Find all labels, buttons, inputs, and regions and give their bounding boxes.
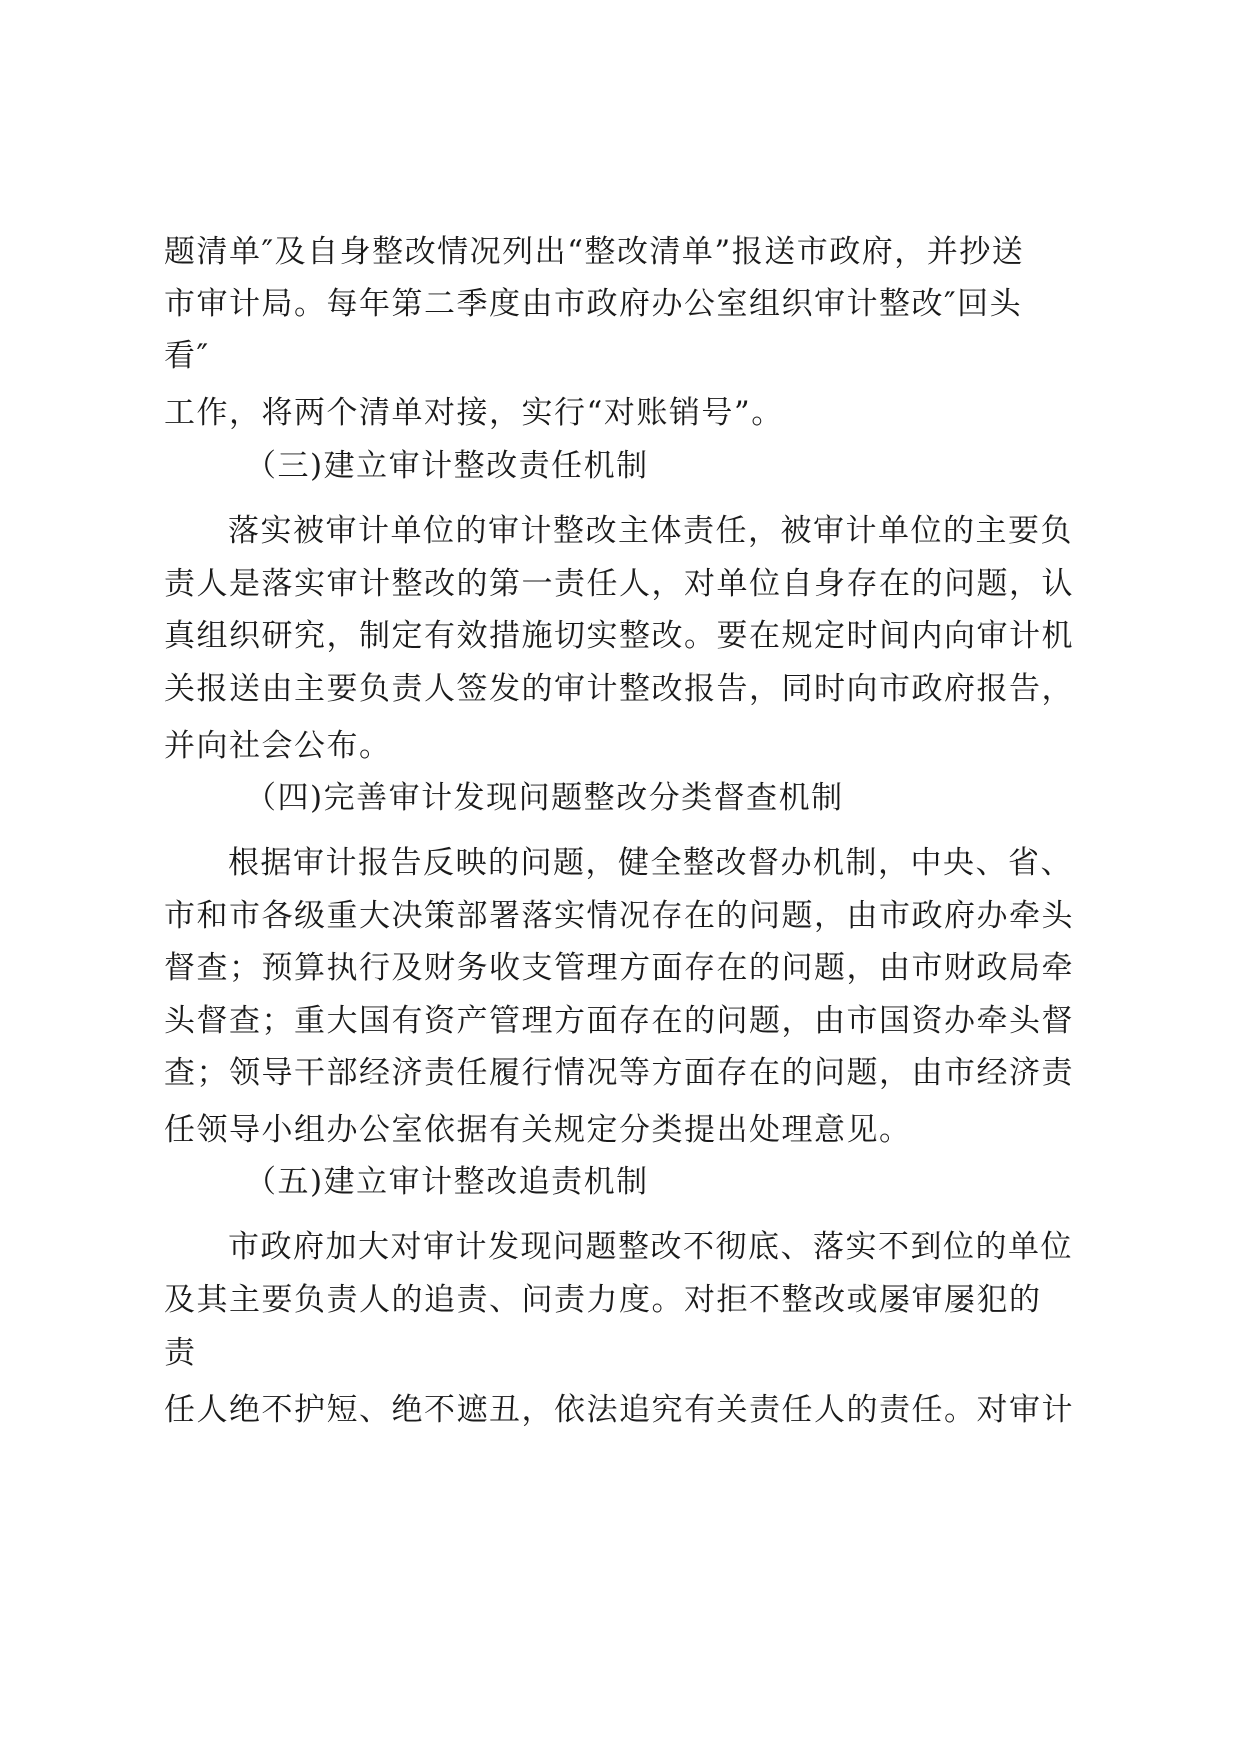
body-text-line: 及其主要负责人的追责、问责力度。对拒不整改或屡审屡犯的 xyxy=(164,1282,1042,1318)
body-text-line: 责 xyxy=(164,1335,197,1371)
body-text-line: 根据审计报告反映的问题，健全整改督办机制，中央、省、 xyxy=(228,845,1073,881)
body-text-line: 关报送由主要负责人签发的审计整改报告，同时向市政府报告， xyxy=(164,671,1074,707)
section-heading: （五)建立审计整改追责机制 xyxy=(245,1164,649,1200)
body-text-line: 真组织研究，制定有效措施切实整改。要在规定时间内向审计机 xyxy=(164,618,1074,654)
body-text-line: 并向社会公布。 xyxy=(164,728,392,764)
body-text-line: 市政府加大对审计发现问题整改不彻底、落实不到位的单位 xyxy=(228,1229,1073,1265)
body-text-line: 任人绝不护短、绝不遮丑，依法追究有关责任人的责任。对审计 xyxy=(164,1392,1074,1428)
body-text-line: 市和市各级重大决策部署落实情况存在的问题，由市政府办牵头 xyxy=(164,898,1074,934)
body-text-line: 题清单″及自身整改情况列出“整改清单”报送市政府，并抄送 xyxy=(164,234,1025,270)
body-text-line: 看″ xyxy=(164,338,210,374)
body-text-line: 市审计局。每年第二季度由市政府办公室组织审计整改″回头 xyxy=(164,286,1023,322)
body-text-line: 查；领导干部经济责任履行情况等方面存在的问题，由市经济责 xyxy=(164,1055,1074,1091)
section-heading: （三)建立审计整改责任机制 xyxy=(245,448,649,484)
body-text-line: 头督查；重大国有资产管理方面存在的问题，由市国资办牵头督 xyxy=(164,1003,1074,1039)
body-text-line: 工作，将两个清单对接，实行“对账销号”。 xyxy=(164,395,784,431)
body-text-line: 任领导小组办公室依据有关规定分类提出处理意见。 xyxy=(164,1112,912,1148)
section-heading: （四)完善审计发现问题整改分类督查机制 xyxy=(245,780,844,816)
body-text-line: 落实被审计单位的审计整改主体责任，被审计单位的主要负 xyxy=(228,513,1073,549)
body-text-line: 责人是落实审计整改的第一责任人，对单位自身存在的问题，认 xyxy=(164,566,1074,602)
body-text-line: 督查；预算执行及财务收支管理方面存在的问题，由市财政局牵 xyxy=(164,950,1074,986)
